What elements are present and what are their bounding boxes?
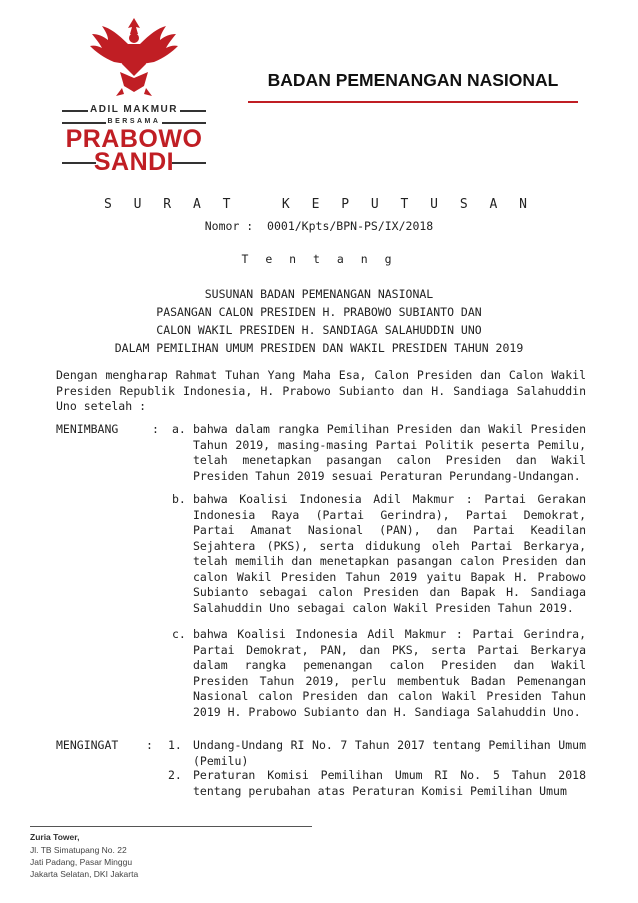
list-marker: c. xyxy=(172,627,186,641)
footer-address-line: Jl. TB Simatupang No. 22 xyxy=(30,845,127,855)
mengingat-item-1: Undang-Undang RI No. 7 Tahun 2017 tentang Pemilihan Umum (Pemilu) xyxy=(193,738,586,768)
list-marker: 1. xyxy=(168,738,182,752)
campaign-logo xyxy=(58,14,210,176)
subject-line: SUSUNAN BADAN PEMENANGAN NASIONAL xyxy=(204,287,434,301)
subject-line: PASANGAN CALON PRESIDEN H. PRABOWO SUBIANTO DAN xyxy=(156,305,482,319)
logo-text-bersama: BERSAMA xyxy=(107,118,161,125)
menimbang-item-c: bahwa Koalisi Indonesia Adil Makmur : Partai Gerindra, Partai Demokrat, PAN, dan PKS, serta Partai Berkarya dalam rangka pemenangan calon Presiden dan Wakil Presiden Tahun 2019, perlu membentuk Badan Pemenangan Nasional calon Presiden dan calon Wakil Presiden Tahun 2019 H. Prabowo Subianto dan H. Sandiaga Salahuddin Uno. xyxy=(193,627,586,719)
header-divider xyxy=(248,101,578,103)
logo-text-prabowo: PRABOWO xyxy=(65,125,203,153)
menimbang-colon: : xyxy=(152,422,159,436)
menimbang-item-b: bahwa Koalisi Indonesia Adil Makmur : Partai Gerakan Indonesia Raya (Partai Gerindra), Partai Demokrat, Partai Amanat Nasional (PAN), dan Partai Keadilan Sejahtera (PKS), serta didukung oleh Partai Berkarya, telah memilih dan menetapkan pasangan calon Presiden dan calon Wakil Presiden Tahun 2019 yaitu Bapak H. Prabowo Subianto sebagai calon Presiden dan Bapak H. Sandiaga Salahuddin Uno sebagai calon Wakil Presiden Tahun 2019. xyxy=(193,492,586,615)
list-marker: 2. xyxy=(168,768,182,782)
logo-text-sandi: SANDI xyxy=(93,148,175,176)
document-number: Nomor : 0001/Kpts/BPN-PS/IX/2018 xyxy=(204,219,434,233)
garuda-emblem-icon xyxy=(58,14,210,109)
footer-divider xyxy=(30,826,312,827)
footer-address-line: Jakarta Selatan, DKI Jakarta xyxy=(30,869,139,879)
list-marker: a. xyxy=(172,422,186,436)
list-marker: b. xyxy=(172,492,186,506)
mengingat-colon: : xyxy=(146,738,153,752)
menimbang-item-a: bahwa dalam rangka Pemilihan Presiden dan Wakil Presiden Tahun 2019, masing-masing Partai Politik peserta Pemilu, telah menetapkan pasangan calon Presiden dan Wakil Presiden Tahun 2019 sesuai Peraturan Perundang-Undangan. xyxy=(193,422,586,483)
mengingat-item-2: Peraturan Komisi Pemilihan Umum RI No. 5 Tahun 2018 tentang perubahan atas Peraturan Komisi Pemilihan Umum xyxy=(193,768,586,798)
footer-address-line: Jati Padang, Pasar Minggu xyxy=(30,857,133,867)
footer-address-line: Zuria Tower, xyxy=(30,832,80,842)
document-type-title: S U R A T K E P U T U S A N xyxy=(104,197,534,212)
about-heading: T e n t a n g xyxy=(241,252,397,266)
organization-name: BADAN PEMENANGAN NASIONAL xyxy=(267,70,559,90)
subject-line: CALON WAKIL PRESIDEN H. SANDIAGA SALAHUDDIN UNO xyxy=(156,323,482,337)
preamble-text: Dengan mengharap Rahmat Tuhan Yang Maha Esa, Calon Presiden dan Calon Wakil Presiden Republik Indonesia, H. Prabowo Subianto dan H. Sandiaga Salahuddin Uno setelah : xyxy=(56,368,586,413)
subject-line: DALAM PEMILIHAN UMUM PRESIDEN DAN WAKIL PRESIDEN TAHUN 2019 xyxy=(114,341,524,355)
logo-text-adil-makmur: ADIL MAKMUR xyxy=(90,104,178,115)
mengingat-label: MENGINGAT xyxy=(56,738,119,752)
menimbang-label: MENIMBANG xyxy=(56,422,119,436)
